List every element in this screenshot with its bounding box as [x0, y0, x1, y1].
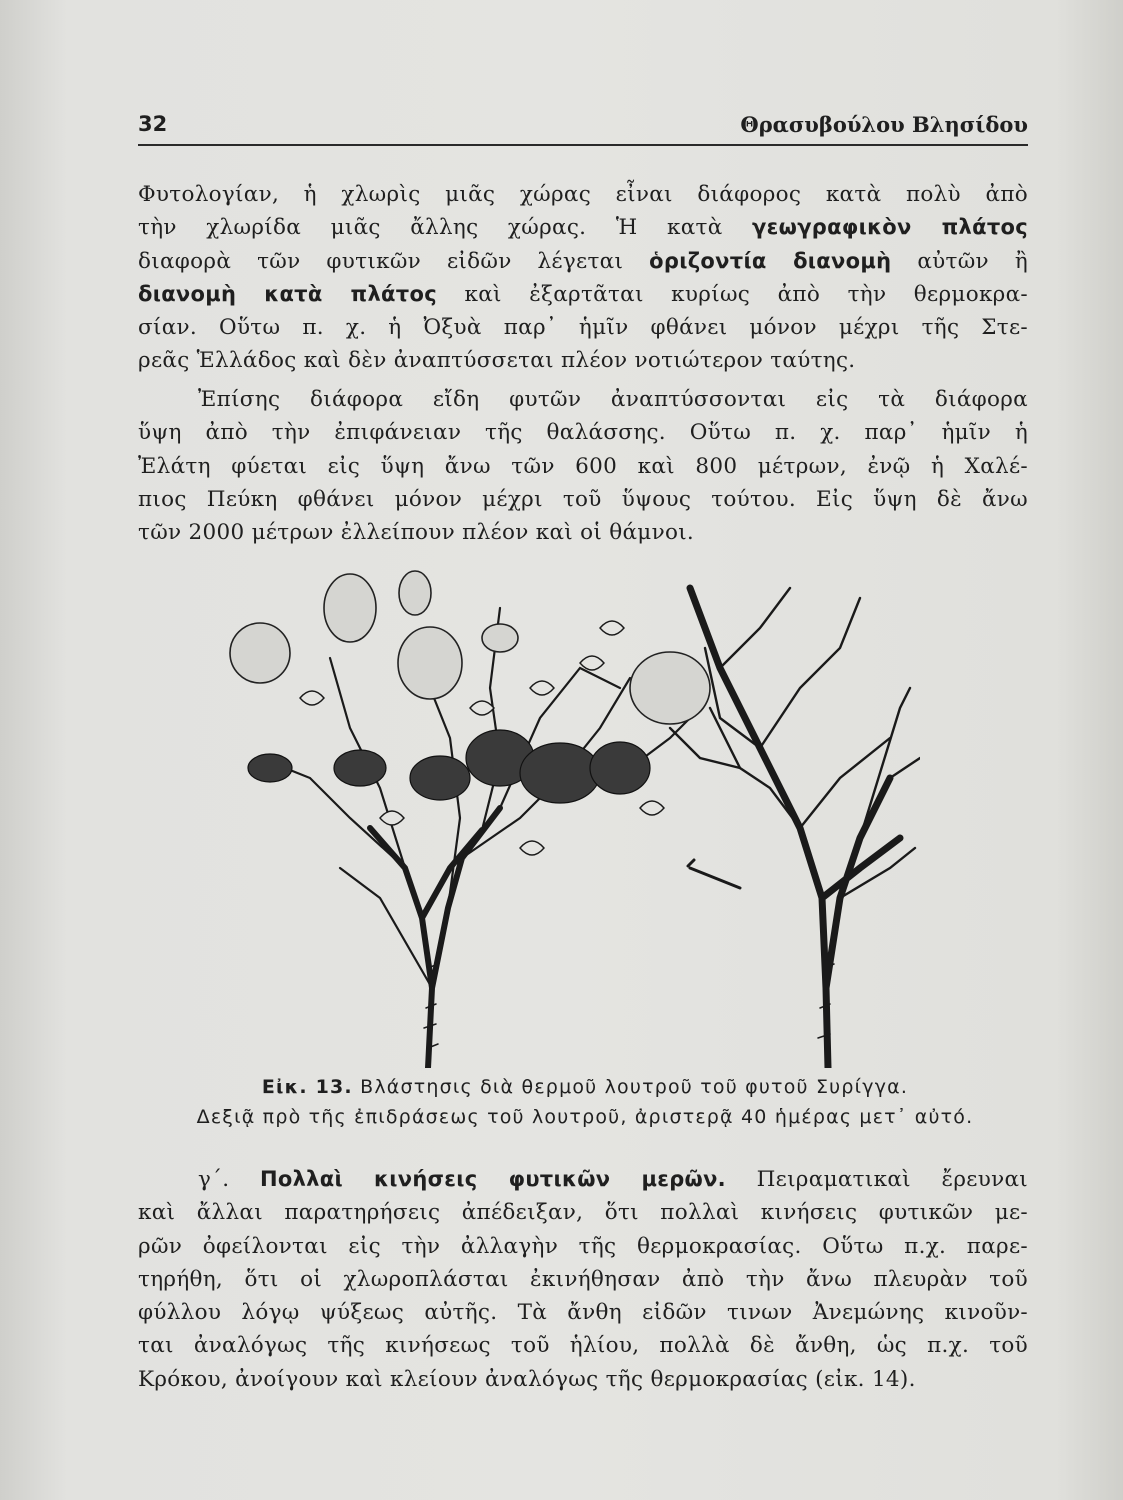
text-line [138, 1163, 1028, 1196]
text-line: Φυτολογίαν, ἡ χλωρὶς μιᾶς χώρας εἶναι διάφορος κατὰ πολὺ ἀπὸ [138, 182, 1028, 207]
caption-text-1: Βλάστησις διὰ θερμοῦ λουτροῦ τοῦ φυτοῦ Συρίγγα. [360, 1076, 909, 1098]
text-line: τῶν 2000 μέτρων ἐλλείπουν πλέον καὶ οἱ θάμνοι. [138, 520, 695, 546]
text-line: ὕψη ἀπὸ τὴν ἐπιφάνειαν τῆς θαλάσσης. Οὕτω π. χ. παρ᾽ ἡμῖν ἡ [138, 420, 1028, 446]
figure-label: Εἰκ. 13. [261, 1076, 353, 1098]
text-line: Κρόκου, ἀνοίγουν καὶ κλείουν ἀναλόγως τῆς θερμοκρασίας (εἰκ. 14). [138, 1366, 916, 1392]
page-number: 32 [138, 112, 168, 136]
right-bare-branch [670, 588, 920, 1068]
paragraph-2 [138, 383, 1028, 549]
text-line: φύλλου λόγῳ ψύξεως αὐτῆς. Τὰ ἄνθη εἰδῶν τινων Ἀνεμώνης κινοῦν- [138, 1300, 1028, 1326]
caption-line-2: Δεξιᾷ πρὸ τῆς ἐπιδράσεως τοῦ λουτροῦ, ἀριστερᾷ 40 ἡμέρας μετ᾽ αὐτό. [196, 1106, 974, 1128]
text-line [138, 278, 1028, 311]
text-line: πιος Πεύκη φθάνει μόνον μέχρι τοῦ ὕψους τούτου. Εἰς ὕψη δὲ ἄνω [138, 486, 1028, 512]
running-head-author: Θρασυβούλου Βλησίδου [740, 112, 1028, 137]
text-line: Ἐλάτη φύεται εἰς ὕψη ἄνω τῶν 600 καὶ 800 μέτρων, ἐνῷ ἡ Χαλέ- [138, 453, 1028, 479]
text-span: αὐτῶν ἢ [917, 248, 1029, 274]
text-span: τὴν χλωρίδα μιᾶς ἄλλης χώρας. Ἡ κατὰ [138, 215, 723, 241]
text-line: ρεᾶς Ἑλλάδος καὶ δὲν ἀναπτύσσεται πλέον νοτιώτερον ταύτης. [138, 348, 856, 374]
figure-caption [120, 1072, 1050, 1132]
text-line [138, 211, 1028, 244]
paragraph-1 [138, 178, 1028, 378]
section-heading: Πολλαὶ κινήσεις φυτικῶν μερῶν. [259, 1167, 726, 1191]
text-line: σίαν. Οὕτω π. χ. ἡ Ὀξυὰ παρ᾽ ἡμῖν φθάνει μόνον μέχρι τῆς Στε- [138, 315, 1028, 341]
text-line: καὶ ἄλλαι παρατηρήσεις ἀπέδειξαν, ὅτι πολλαὶ κινήσεις φυτικῶν με- [138, 1200, 1028, 1226]
text-line: τηρήθη, ὅτι οἱ χλωροπλάσται ἐκινήθησαν ἀπὸ τὴν ἄνω πλευρὰν τοῦ [138, 1266, 1028, 1292]
text-line: ρῶν ὀφείλονται εἰς τὴν ἀλλαγὴν τῆς θερμοκρασίας. Οὕτω π.χ. παρε- [138, 1233, 1028, 1259]
section-number: γ΄. [198, 1167, 230, 1192]
bold-term: διανομὴ κατὰ πλάτος [138, 281, 437, 306]
text-line [138, 245, 1028, 278]
text-span: διαφορὰ τῶν φυτικῶν εἰδῶν λέγεται [138, 248, 624, 274]
text-span: καὶ ἐξαρτᾶται κυρίως ἀπὸ τὴν θερμοκρα- [464, 281, 1029, 307]
lilac-branches-illustration [200, 568, 920, 1068]
text-span: Πειραματικαὶ ἔρευναι [756, 1167, 1028, 1192]
bold-term: γεωγραφικὸν πλάτος [752, 215, 1028, 240]
running-header [138, 112, 1028, 146]
text-line: ται ἀναλόγως τῆς κινήσεως τοῦ ἡλίου, πολλὰ δὲ ἄνθη, ὡς π.χ. τοῦ [138, 1333, 1028, 1359]
left-leafy-branch [230, 571, 710, 1068]
paragraph-3 [138, 1163, 1028, 1396]
caption-line-1 [120, 1072, 1050, 1102]
text-line: Ἐπίσης διάφορα εἴδη φυτῶν ἀναπτύσσονται εἰς τὰ διάφορα [198, 387, 1028, 412]
bold-term: ὁριζοντία διανομὴ [649, 248, 892, 273]
